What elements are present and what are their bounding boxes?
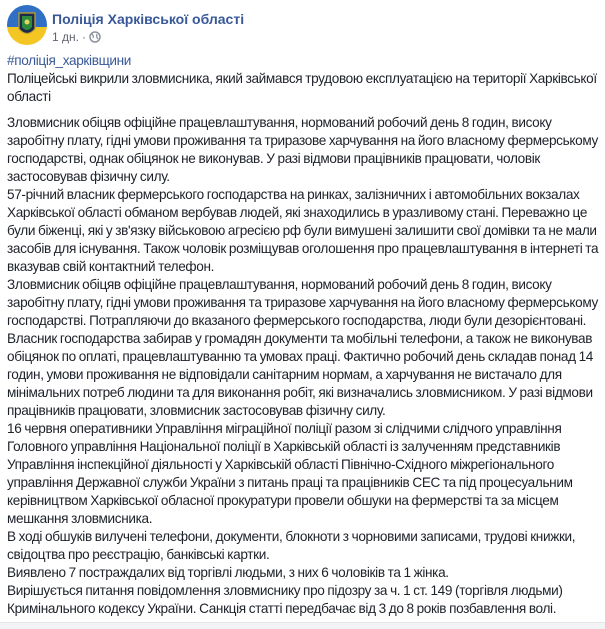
- paragraph: В ході обшуків вилучені телефони, документи, блокноти з чорновими записами, трудові книжки, свідоцтва про реєстрацію, банківські картки.: [7, 529, 576, 562]
- page-name-link[interactable]: Поліція Харківської області: [52, 11, 245, 27]
- paragraph: 16 червня оперативники Управління міграційної поліції разом зі слідчими слідчого управління Головного управління Національної поліції в Харківській області із залученням представників Управління інспекційної діяльності у Харківській області Північно-Східного міжрегіонального управління Державної служби України з питань праці та працівників СЕС та під процесуальним керівництвом Харківської обласної прокуратури провели обшуки на фермерстві та за місцем мешкання зловмисника.: [7, 421, 573, 526]
- post-timestamp[interactable]: 1 дн.: [52, 30, 79, 44]
- globe-icon[interactable]: [89, 31, 101, 43]
- paragraph: Зловмисник обіцяв офіційне працевлаштування, нормований робочий день 8 годин, високу заробітну плату, гідні умови проживання та триразове харчування на його власному фермерському господарстві, однак обіцянок не виконував. У разі відмови працівників працювати, чоловік застосовував фізичну силу.: [7, 115, 598, 184]
- paragraph: Власник господарства забирав у громадян документи та мобільні телефони, а також не виконував обіцянок по оплаті, працевлаштуванню та умовах праці. Фактично робочий день складав понад 14 годин, умови проживання не відповідали санітарним нормам, а харчування не вистачало для мінімальних потреб людини та для виконання робіт, які визначались зловмисником. У разі відмови працівників працювати, зловмисник застосовував фізичну силу.: [7, 331, 594, 418]
- page-avatar[interactable]: [7, 5, 47, 45]
- paragraph: Зловмисник обіцяв офіційне працевлаштування, нормований робочий день 8 годин, високу заробітну плату, гідні умови проживання та триразове харчування на його власному фермерському господарстві. Потрапляючи до вказаного фермерського господарства, люди були дезорієнтовані.: [7, 277, 598, 328]
- paragraph: Вирішується питання повідомлення зловмиснику про підозру за ч. 1 ст. 149 (торгівля людьми) Кримінального кодексу України. Санкція статті передбачає від 3 до 8 років позбавлення волі.: [7, 583, 563, 616]
- post-body: [7, 52, 601, 618]
- hashtag-link[interactable]: #поліція_харківщини: [7, 53, 132, 68]
- paragraph: 57-річний власник фермерського господарства на ринках, залізничних і автомобільних вокзалах Харківської області обманом вербував людей, які знаходились в уразливому стані. Переважно це були біженці, які у зв'язку військовою агресією рф були вимушені залишити свої домівки та не мали засобів для існування. Також чоловік розміщував оголошення про працевлаштування в інтернеті та вказував свій контактний телефон.: [7, 187, 599, 274]
- post-header: [0, 0, 605, 52]
- police-emblem-icon: [7, 5, 47, 45]
- post-meta: [52, 30, 101, 44]
- post-title: Поліцейські викрили зловмисника, який займався трудовою експлуатацією на території Харківської області: [7, 71, 597, 104]
- separator: ·: [81, 30, 86, 44]
- divider: [0, 622, 605, 629]
- paragraph: Виявлено 7 постраждалих від торгівлі людьми, з них 6 чоловіків та 1 жінка.: [7, 565, 449, 580]
